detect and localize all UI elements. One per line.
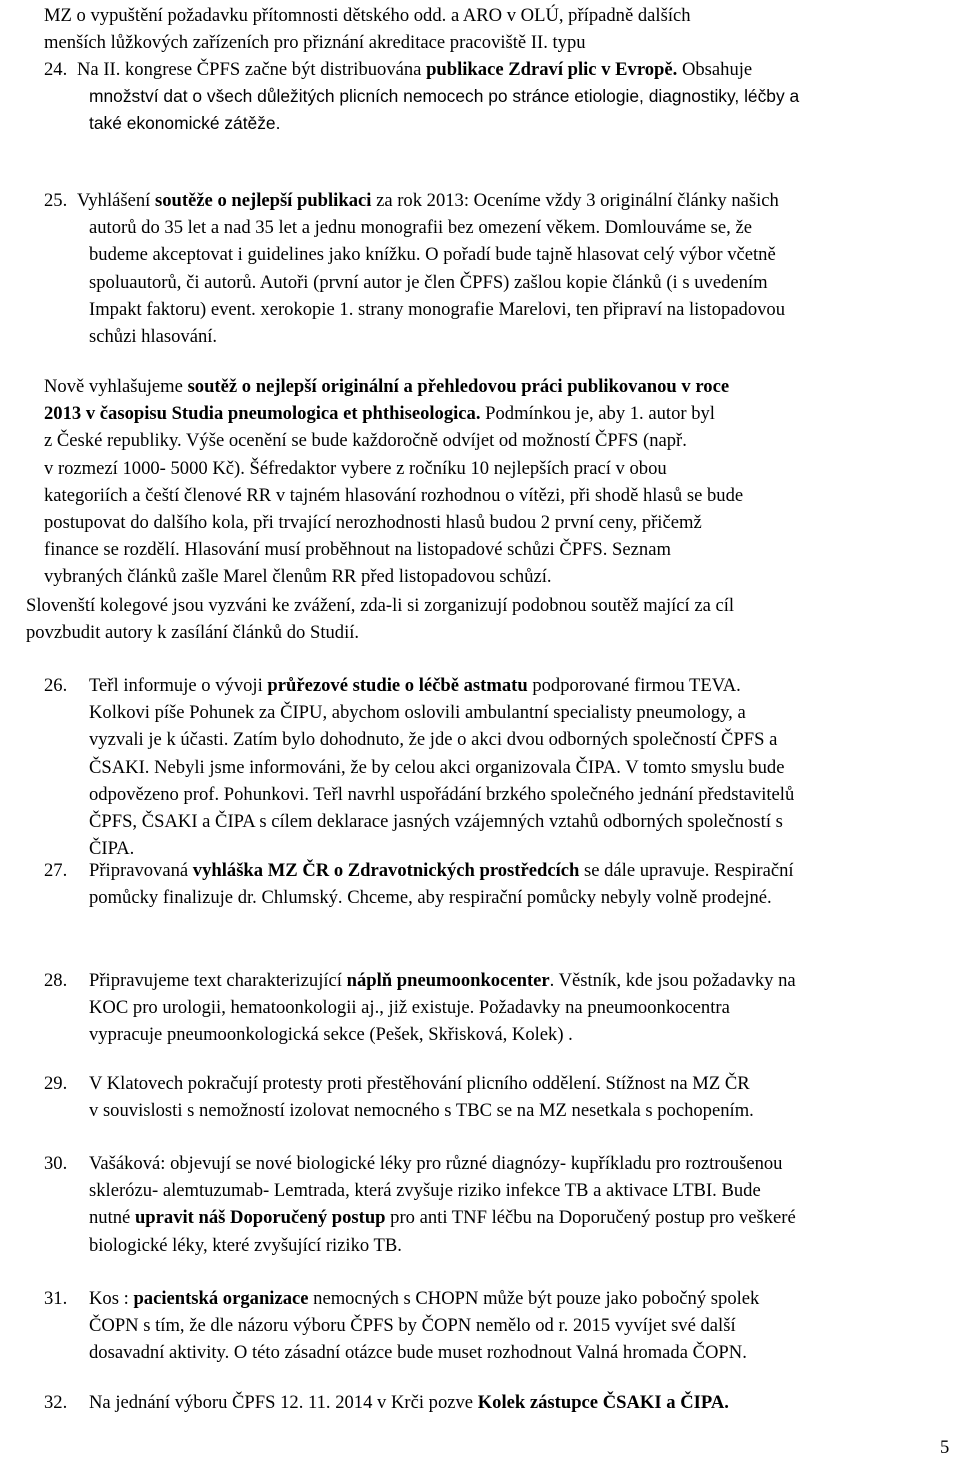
text-run: pro anti TNF léčbu na Doporučený postup pro veškeré	[385, 1207, 796, 1229]
text-line	[44, 56, 944, 83]
bold-text: průřezové studie o léčbě astmatu	[267, 675, 528, 696]
text-line	[44, 726, 944, 753]
item-number: 30.	[44, 1153, 68, 1174]
text-run: pomůcky finalizuje dr. Chlumský. Chceme, aby respirační pomůcky nebyly volně prodejné.	[89, 887, 772, 909]
text-line	[44, 110, 944, 137]
text-line	[44, 699, 944, 726]
text-line	[44, 994, 944, 1021]
bold-text: vyhláška MZ ČR o Zdravotnických prostředcích	[192, 860, 580, 881]
text-line	[44, 482, 944, 509]
text-line	[44, 269, 944, 296]
text-run: odpovězeno prof. Pohunkovi. Teřl navrhl uspořádání brzkého společného jednání představitelů	[89, 783, 795, 805]
text-line	[44, 1021, 944, 1048]
text-line	[44, 214, 944, 241]
paragraph-mz-akreditace	[44, 2, 944, 56]
text-line	[44, 672, 944, 699]
text-run: se dále upravuje. Respirační	[579, 860, 794, 881]
item-26	[44, 672, 944, 862]
text-line	[44, 884, 944, 911]
text-run: Teřl informuje o vývoji	[89, 675, 268, 696]
text-run: menších lůžkových zařízeních pro přiznání akreditace pracoviště II. typu	[44, 32, 586, 54]
text-line	[26, 619, 926, 646]
text-line	[44, 2, 944, 29]
text-run: Vašáková: objevují se nové biologické léky pro různé diagnózy- kupříkladu pro roztroušenou	[89, 1153, 783, 1174]
page-number: 5	[940, 1437, 950, 1458]
paragraph-slovak-colleagues	[26, 592, 926, 646]
text-run: postupovat do dalšího kola, při trvající nerozhodnosti hlasů budou 2 první ceny, přičemž	[44, 512, 702, 534]
item-32	[44, 1389, 944, 1416]
text-line	[44, 857, 944, 884]
text-line	[44, 83, 944, 110]
text-run: Připravovaná	[89, 860, 193, 881]
item-number: 24.	[44, 59, 68, 80]
text-run: nutné	[89, 1207, 135, 1229]
text-run: Kolkovi píše Pohunek za ČIPU, abychom oslovili ambulantní specialisty pneumology, a	[89, 702, 746, 724]
item-number: 31.	[44, 1288, 68, 1309]
bold-text: náplň pneumoonkocenter	[346, 970, 550, 991]
text-run: v souvislosti s nemožností izolovat nemocného s TBC se na MZ nesetkala s pochopením.	[89, 1100, 754, 1122]
text-run: schůzi hlasování.	[89, 326, 218, 348]
text-run: Připravujeme text charakterizující	[89, 970, 347, 991]
text-line	[44, 754, 944, 781]
text-run: KOC pro urologii, hematoonkologii aj., již existuje. Požadavky na pneumoonkocentra	[89, 997, 730, 1019]
text-line	[44, 1389, 944, 1416]
text-run: ČSAKI. Nebyli jsme informováni, že by celou akci organizovala ČIPA. V tomto smyslu bude	[89, 756, 785, 778]
text-run: Vyhlášení	[77, 190, 155, 211]
bold-text: Kolek zástupce ČSAKI a ČIPA.	[477, 1392, 729, 1413]
text-run: autorů do 35 let a nad 35 let a jednu monografii bez omezení věkem. Domlouváme se, že	[89, 217, 752, 239]
text-run: v rozmezí 1000- 5000 Kč). Šéfredaktor vybere z ročníku 10 nejlepších prací v obou	[44, 457, 667, 479]
text-line	[44, 536, 944, 563]
text-run: Slovenští kolegové jsou vyzváni ke zvážení, zda-li si zorganizují podobnou soutěž mající za cíl	[26, 595, 735, 616]
text-run: . Věstník, kde jsou požadavky na	[549, 970, 796, 991]
item-29	[44, 1070, 944, 1124]
text-line	[44, 967, 944, 994]
text-line	[44, 1204, 944, 1231]
text-line	[44, 1339, 944, 1366]
bold-text: soutěže o nejlepší publikaci	[154, 190, 372, 211]
text-line	[44, 509, 944, 536]
text-run: vyzvali je k účasti. Zatím bylo dohodnuto, že jde o akci dvou odborných společností ČPFS a	[89, 729, 778, 751]
text-line	[26, 592, 926, 619]
text-run: vypracuje pneumoonkologická sekce (Pešek, Skřisková, Kolek) .	[89, 1024, 573, 1046]
item-number: 32.	[44, 1392, 68, 1413]
text-line	[44, 373, 944, 400]
item-number: 25.	[44, 190, 68, 211]
item-27	[44, 857, 944, 911]
bold-text: soutěž o nejlepší originální a přehledovou práci publikovanou v roce	[187, 376, 730, 397]
item-28	[44, 967, 944, 1049]
text-line	[44, 29, 944, 56]
text-run: V Klatovech pokračují protesty proti přestěhování plicního oddělení. Stížnost na MZ ČR	[89, 1073, 750, 1094]
text-run: spoluautorů, či autorů. Autoři (první autor je člen ČPFS) zašlou kopie článků (i s uvedením	[89, 271, 768, 293]
text-line	[44, 1150, 944, 1177]
item-31	[44, 1285, 944, 1367]
text-run: ČOPN s tím, že dle názoru výboru ČPFS by ČOPN nemělo od r. 2015 vyvíjet své další	[89, 1315, 736, 1337]
bold-text: 2013 v časopisu Studia pneumologica et phthiseologica.	[44, 403, 481, 425]
text-run: množství dat o všech důležitých plicních nemocech po stránce etiologie, diagnostiky, léčby a	[89, 86, 800, 107]
text-run: ČPFS, ČSAKI a ČIPA s cílem deklarace jasných vzájemných vztahů odborných společností s	[89, 811, 783, 833]
bold-text: publikace Zdraví plic v Evropě.	[426, 59, 678, 80]
text-line	[44, 1285, 944, 1312]
text-run: finance se rozdělí. Hlasování musí proběhnout na listopadové schůzi ČPFS. Seznam	[44, 539, 671, 561]
text-line	[44, 808, 944, 835]
bold-text: upravit náš Doporučený postup	[134, 1207, 386, 1229]
item-number: 27.	[44, 860, 68, 881]
text-run: MZ o vypuštění požadavku přítomnosti dětského odd. a ARO v OLÚ, případně dalších	[44, 5, 691, 26]
text-line	[44, 1232, 944, 1259]
text-run: Kos :	[89, 1288, 134, 1309]
item-number: 26.	[44, 675, 68, 696]
text-run: dosavadní aktivity. O této zásadní otázce bude muset rozhodnout Valná hromada ČOPN.	[89, 1342, 747, 1364]
text-line	[44, 296, 944, 323]
text-line	[44, 1097, 944, 1124]
text-line	[44, 323, 944, 350]
text-run: Na II. kongrese ČPFS začne být distribuována	[77, 59, 427, 80]
text-line	[44, 1070, 944, 1097]
item-number: 28.	[44, 970, 68, 991]
text-run: podporované firmou TEVA.	[527, 675, 741, 696]
text-run: Impakt faktoru) event. xerokopie 1. strany monografie Marelovi, ten připraví na listopadovou	[89, 298, 786, 320]
text-line	[44, 187, 944, 214]
text-run: Podmínkou je, aby 1. autor byl	[480, 403, 715, 425]
text-run: Na jednání výboru ČPFS 12. 11. 2014 v Krči pozve	[89, 1392, 478, 1413]
text-run: nemocných s CHOPN může být pouze jako pobočný spolek	[308, 1288, 760, 1309]
text-run: biologické léky, které zvyšující riziko TB.	[89, 1234, 402, 1256]
text-line	[44, 1177, 944, 1204]
text-run: Obsahuje	[677, 59, 753, 80]
text-run: také ekonomické zátěže.	[89, 113, 281, 134]
text-line	[44, 455, 944, 482]
text-line	[44, 427, 944, 454]
text-run: kategoriích a čeští členové RR v tajném hlasování rozhodnou o vítězi, při shodě hlasů se bude	[44, 484, 744, 506]
paragraph-new-competition	[44, 373, 944, 591]
text-run: budeme akceptovat i guidelines jako knížku. O pořadí bude tajně hlasovat celý výbor včetně	[89, 244, 776, 266]
text-run: z České republiky. Výše ocenění se bude každoročně odvíjet od možností ČPFS (např.	[44, 430, 687, 452]
item-25	[44, 187, 944, 350]
text-run: sklerózu- alemtuzumab- Lemtrada, která zvyšuje riziko infekce TB a aktivace LTBI. Bude	[89, 1180, 761, 1202]
text-line	[44, 563, 944, 590]
text-run: za rok 2013: Oceníme vždy 3 originální články našich	[371, 190, 779, 211]
text-run: povzbudit autory k zasílání článků do Studií.	[26, 622, 360, 644]
item-24	[44, 56, 944, 138]
text-line	[44, 1312, 944, 1339]
item-30	[44, 1150, 944, 1259]
text-run: ČIPA.	[89, 838, 135, 860]
text-line	[44, 400, 944, 427]
text-line	[44, 781, 944, 808]
bold-text: pacientská organizace	[133, 1288, 309, 1309]
text-run: vybraných článků zašle Marel členům RR před listopadovou schůzí.	[44, 566, 552, 588]
item-number: 29.	[44, 1073, 68, 1094]
text-line	[44, 241, 944, 268]
text-run: Nově vyhlašujeme	[44, 376, 188, 397]
